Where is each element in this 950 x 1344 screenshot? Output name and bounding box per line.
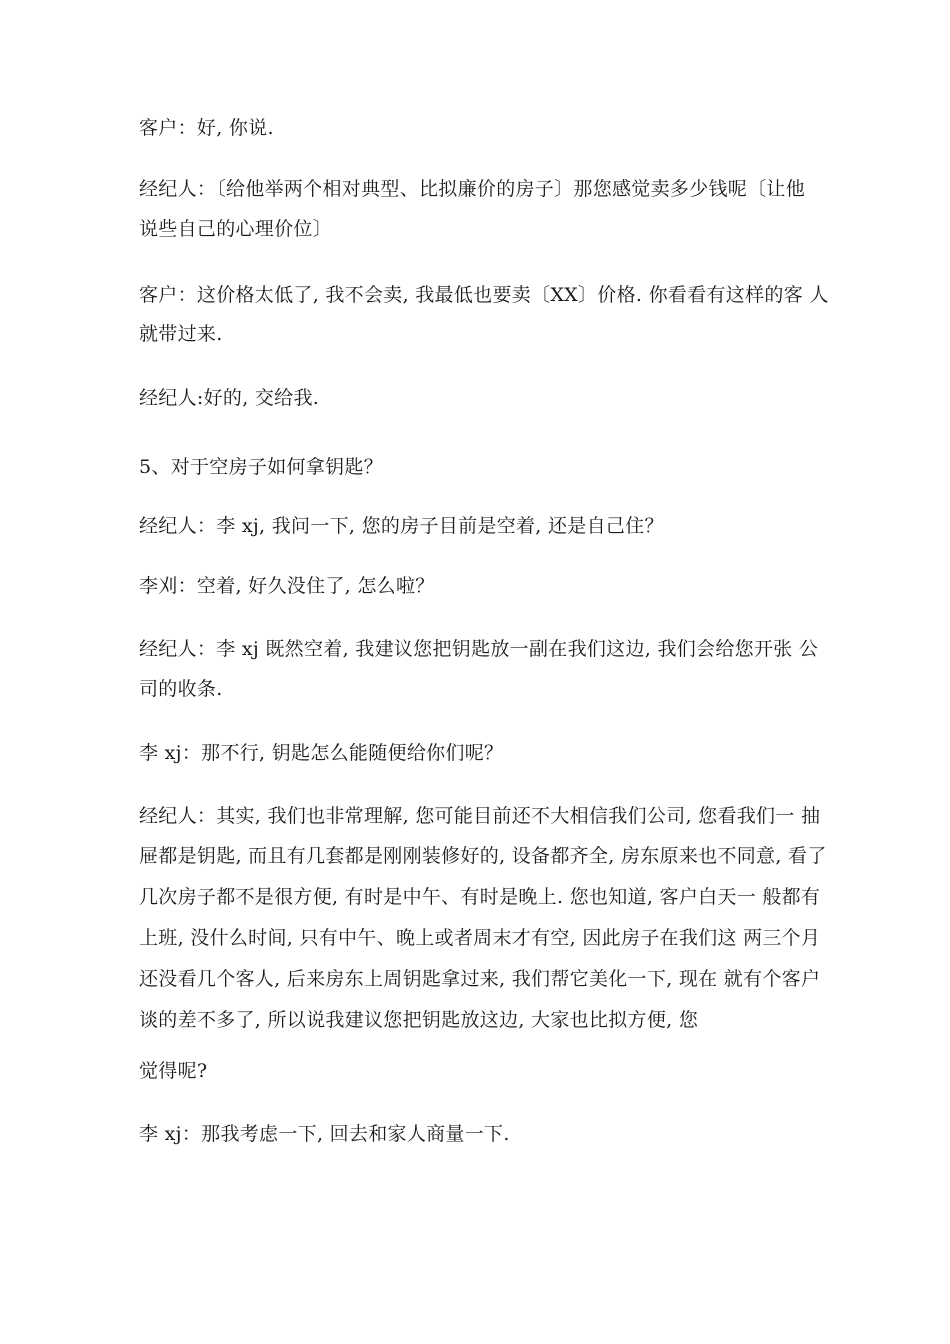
text-line: 几次房子都不是很方便, 有时是中午、有时是晚上. 您也知道, 客户白天一 般都有 <box>139 886 821 908</box>
text-line: 客户：这价格太低了, 我不会卖, 我最低也要卖〔XX〕价格. 你看看有这样的客 人 <box>139 284 829 306</box>
text-line: 经纪人：李 xj 既然空着, 我建议您把钥匙放一副在我们这边, 我们会给您开张 公 <box>139 638 819 660</box>
text-line: 谈的差不多了, 所以说我建议您把钥匙放这边, 大家也比拟方便, 您 <box>139 1009 699 1031</box>
text-line: 李刈：空着, 好久没住了, 怎么啦？ <box>139 575 435 597</box>
text-line: 经纪人：其实, 我们也非常理解, 您可能目前还不大相信我们公司, 您看我们一 抽 <box>139 805 821 827</box>
text-line: 李 xj：那我考虑一下, 回去和家人商量一下. <box>139 1123 510 1145</box>
text-line: 经纪人:好的, 交给我. <box>139 387 320 409</box>
text-line: 觉得呢? <box>139 1060 208 1082</box>
text-line: 经纪人：李 xj, 我问一下, 您的房子目前是空着, 还是自己住？ <box>139 515 664 537</box>
text-line: 李 xj：那不行, 钥匙怎么能随便给你们呢？ <box>139 742 504 764</box>
text-line: 还没看几个客人, 后来房东上周钥匙拿过来, 我们帮它美化一下, 现在 就有个客户 <box>139 968 821 990</box>
text-line: 经纪人：〔给他举两个相对典型、比拟廉价的房子〕那您感觉卖多少钱呢〔让他 <box>139 178 806 200</box>
text-line: 屉都是钥匙, 而且有几套都是刚刚装修好的, 设备都齐全, 房东原来也不同意, 看了 <box>139 845 827 867</box>
text-line: 上班, 没什么时间, 只有中午、晚上或者周末才有空, 因此房子在我们这 两三个月 <box>139 927 821 949</box>
text-line: 客户：好, 你说. <box>139 117 274 139</box>
section-heading: 5、对于空房子如何拿钥匙？ <box>139 456 383 478</box>
text-line: 就带过来. <box>139 323 223 345</box>
text-line: 司的收条. <box>139 678 223 700</box>
text-line: 说些自己的心理价位〕 <box>139 218 333 240</box>
